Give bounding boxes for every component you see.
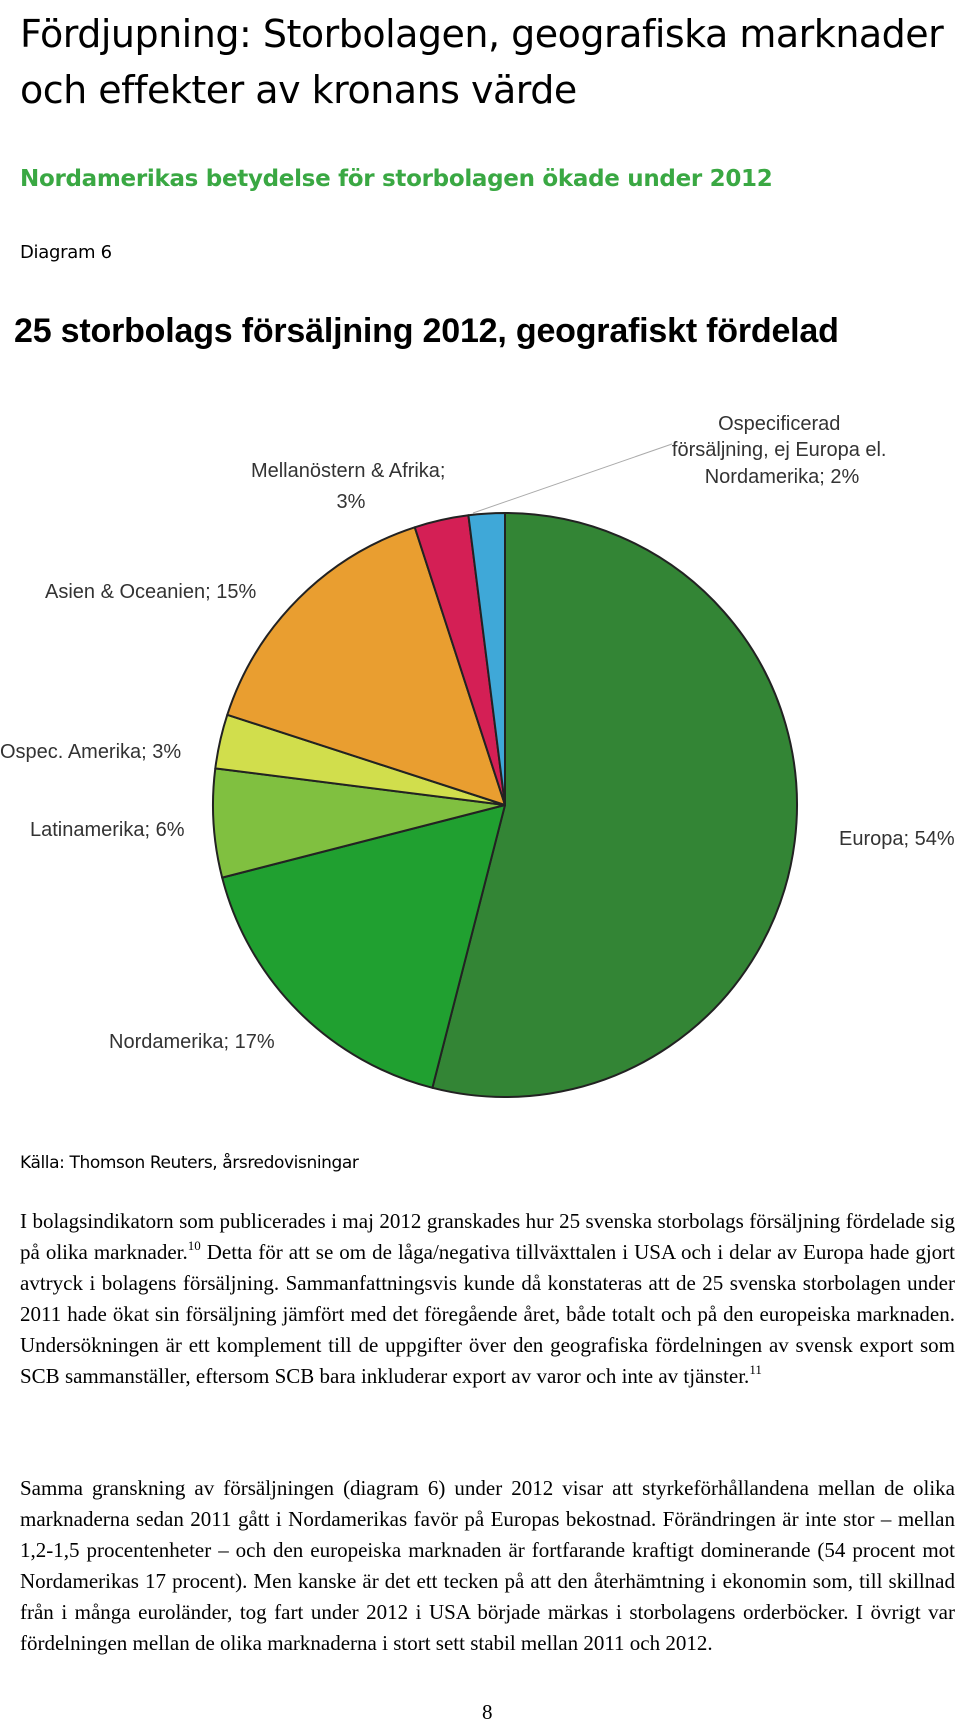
page-number: 8 xyxy=(482,1700,493,1724)
slice-label-asien: Asien & Oceanien; 15% xyxy=(45,581,257,603)
pie-chart xyxy=(0,380,960,1120)
footnote-ref-11[interactable]: 11 xyxy=(749,1362,762,1377)
section-subtitle: Nordamerikas betydelse för storbolagen ökade under 2012 xyxy=(20,166,773,192)
diagram-label: Diagram 6 xyxy=(20,242,112,263)
chart-title: 25 storbolags försäljning 2012, geografiskt fördelad xyxy=(14,312,839,350)
slice-label-ospec-amerika: Ospec. Amerika; 3% xyxy=(0,741,182,763)
body-paragraph-2: Samma granskning av försäljningen (diagram 6) under 2012 visar att styrkeförhållandena mellan de olika marknaderna sedan 2011 gått i Nordamerikas favör på Europas bekostnad. Förändringen är inte stor – mellan 1,2-1,5 procentenheter – och den europeiska marknaden är fortfarande kraftigt dominerande (54 procent mot Nordamerikas 17 procent). Men kanske är det ett tecken på att den återhämtning i ekonomin som, till skillnad från i många euroländer, tog fart under 2012 i USA började märkas i storbolagens orderböcker. I övrigt var fördelningen mellan de olika marknaderna i stort sett stabil mellan 2011 och 2012. xyxy=(20,1476,955,1655)
chart-source: Källa: Thomson Reuters, årsredovisningar xyxy=(20,1153,359,1173)
body-paragraph-1: I bolagsindikatorn som publicerades i maj 2012 granskades hur 25 svenska storbolags försäljning fördelade sig på olika marknader.$^{10}$ Detta för att se om de låga/negativa tillväxttalen i USA och i delar av Europa hade gjort avtryck i bolagens försäljning. Sammanfattningsvis kunde då konstateras att de 25 svenska storbolagen under 2011 hade ökat sin försäljning jämfört med det föregående året, både totalt och på den europeiska marknaden. Undersökningen är ett komplement till de uppgifter över den geografiska fördelningen av svensk export som SCB sammanställer, eftersom SCB bara inkluderar export av varor och inte av tjänster.$^{11}$ xyxy=(20,1209,955,1388)
slice-label-mellanostern: Mellanöstern & Afrika; 3% xyxy=(250,460,446,513)
label-leader-line xyxy=(473,444,672,513)
slice-label-nordamerika: Nordamerika; 17% xyxy=(109,1031,275,1053)
slice-label-latinamerika: Latinamerika; 6% xyxy=(30,819,185,841)
footnote-ref-10[interactable]: 10 xyxy=(187,1238,201,1253)
slice-label-ospecificerad: Ospecificerad försäljning, ej Europa el. Nordamerika; 2% xyxy=(671,413,887,488)
page-title: Fördjupning: Storbolagen, geografiska marknader och effekter av kronans värde xyxy=(20,12,944,112)
slice-label-europa: Europa; 54% xyxy=(839,828,955,850)
